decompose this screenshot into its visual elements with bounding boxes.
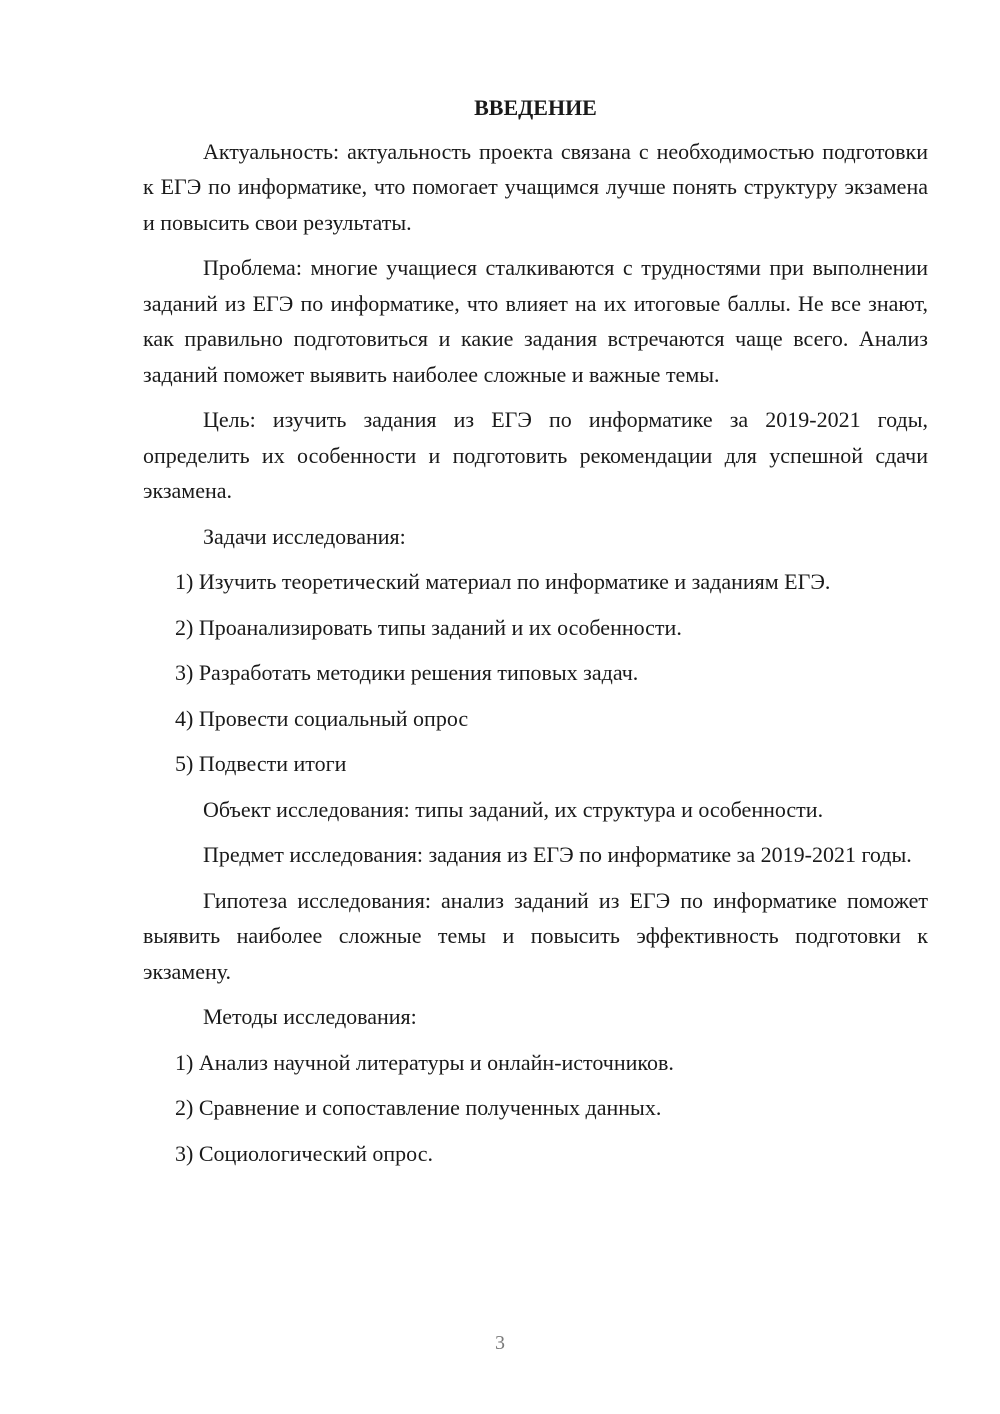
list-item: 4) Провести социальный опрос — [175, 705, 469, 731]
methods-heading: Методы исследования: — [203, 1004, 417, 1029]
hypothesis-paragraph: Гипотеза исследования: анализ заданий из ЕГЭ по информатике поможет выявить наиболее сложные темы и повысить эффективность подготовки к экзамену. — [143, 887, 928, 984]
document-page — [143, 90, 928, 1181]
list-item: 1) Анализ научной литературы и онлайн-источников. — [175, 1049, 674, 1075]
object-paragraph: Объект исследования: типы заданий, их структура и особенности. — [203, 796, 824, 822]
list-item: 3) Социологический опрос. — [175, 1140, 433, 1166]
list-item: 5) Подвести итоги — [175, 751, 347, 776]
tasks-heading: Задачи исследования: — [203, 523, 406, 549]
list-item: 3) Разработать методики решения типовых задач. — [175, 660, 639, 685]
list-item: 2) Проанализировать типы заданий и их особенности. — [175, 614, 682, 640]
list-item: 1) Изучить теоретический материал по информатике и заданиям ЕГЭ. — [175, 569, 831, 594]
methods-list — [143, 1045, 928, 1172]
section-title: ВВЕДЕНИЕ — [474, 95, 597, 120]
list-item: 2) Сравнение и сопоставление полученных данных. — [175, 1095, 662, 1120]
relevance-paragraph: Актуальность: актуальность проекта связана с необходимостью подготовки к ЕГЭ по информатике, что помогает учащимся лучше понять структуру экзамена и повысить свои результаты. — [143, 138, 928, 235]
goal-paragraph: Цель: изучить задания из ЕГЭ по информатике за 2019-2021 годы, определить их особенности и подготовить рекомендации для успешной сдачи экзамена. — [143, 407, 928, 503]
tasks-list — [143, 564, 928, 782]
problem-paragraph: Проблема: многие учащиеся сталкиваются с трудностями при выполнении заданий из ЕГЭ по информатике, что влияет на их итоговые баллы. Не все знают, как правильно подготовиться и какие задания встречаются чаще всего. Анализ заданий поможет выявить наиболее сложные и важные темы. — [143, 255, 928, 387]
page-number: 3 — [495, 1332, 505, 1354]
subject-paragraph: Предмет исследования: задания из ЕГЭ по информатике за 2019-2021 годы. — [203, 842, 912, 867]
